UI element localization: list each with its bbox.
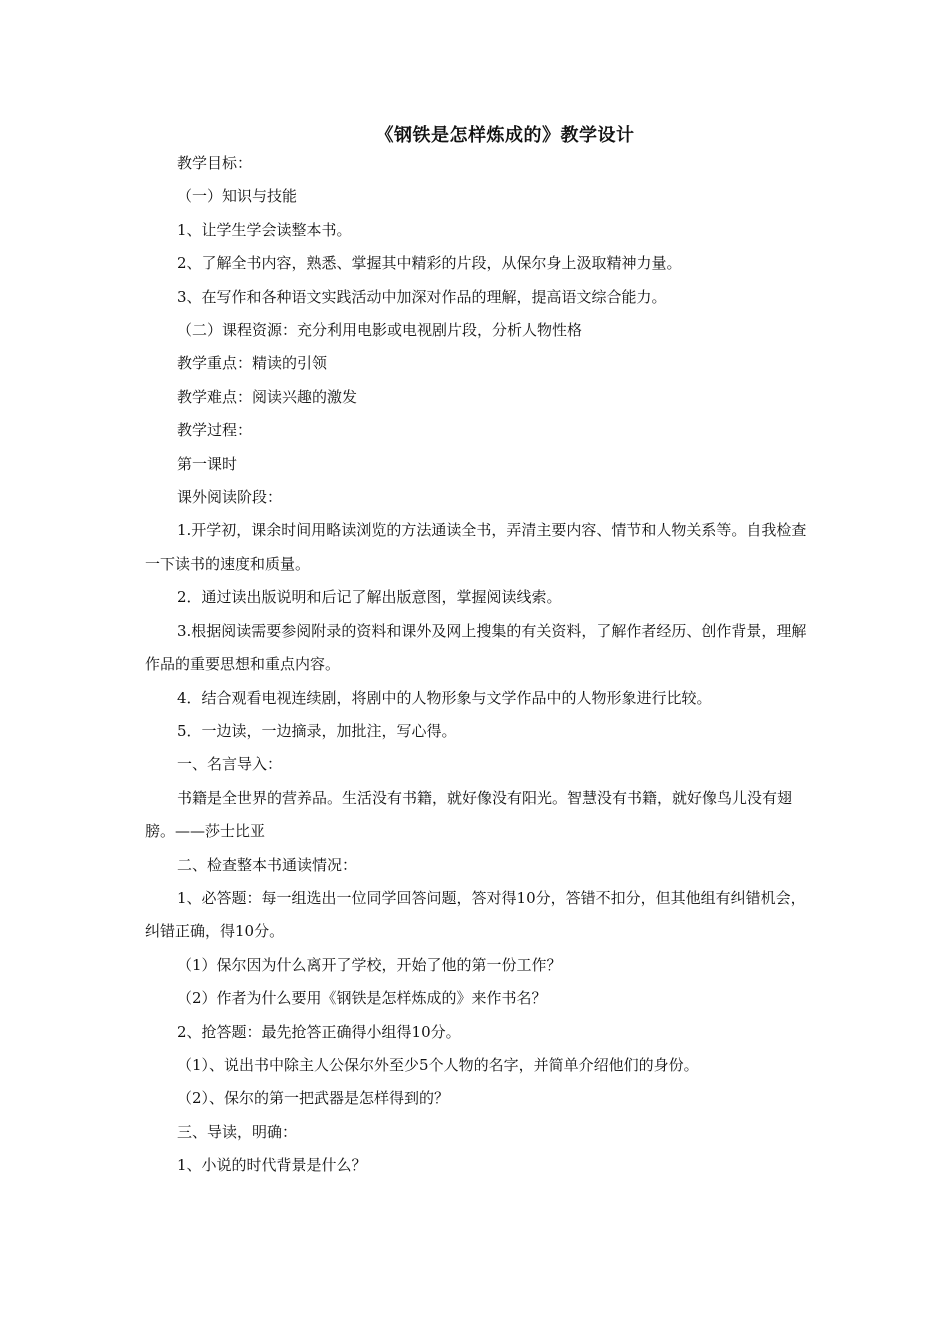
paragraph: （1）保尔因为什么离开了学校，开始了他的第一份工作？ (177, 955, 562, 974)
paragraph: 4．结合观看电视连续剧，将剧中的人物形象与文学作品中的人物形象进行比较。 (177, 688, 712, 707)
paragraph: 1、让学生学会读整本书。 (177, 220, 352, 239)
paragraph: 教学目标： (177, 154, 253, 172)
paragraph: 1、小说的时代背景是什么？ (177, 1156, 367, 1175)
paragraph: 教学重点：精读的引领 (177, 354, 328, 373)
paragraph: （1）、说出书中除主人公保尔外至少5个人物的名字，并简单介绍他们的身份。 (177, 1055, 699, 1074)
paragraph: 教学过程： (177, 421, 253, 440)
paragraph: 教学难点：阅读兴趣的激发 (177, 387, 358, 406)
paragraph: 课外阅读阶段： (177, 488, 283, 507)
paragraph: 二、检查整本书通读情况： (177, 855, 358, 874)
paragraph: 书籍是全世界的营养品。生活没有书籍，就好像没有阳光。智慧没有书籍，就好像鸟儿没有翅膀。——莎士比亚 (145, 788, 793, 841)
paragraph: 3、在写作和各种语文实践活动中加深对作品的理解，提高语文综合能力。 (177, 287, 667, 306)
paragraph: 一、名言导入： (177, 755, 283, 774)
paragraph: 1、必答题：每一组选出一位同学回答问题，答对得10分，答错不扣分，但其他组有纠错机会，纠错正确，得10分。 (145, 888, 806, 941)
document-body (145, 147, 807, 1183)
paragraph: 3.根据阅读需要参阅附录的资料和课外及网上搜集的有关资料，了解作者经历、创作背景，理解作品的重要思想和重点内容。 (145, 621, 807, 674)
paragraph: （2）作者为什么要用《钢铁是怎样炼成的》来作书名？ (177, 989, 547, 1008)
paragraph: 2、了解全书内容，熟悉、掌握其中精彩的片段，从保尔身上汲取精神力量。 (177, 254, 682, 273)
paragraph: 2．通过读出版说明和后记了解出版意图，掌握阅读线索。 (177, 588, 562, 607)
paragraph: （二）课程资源：充分利用电影或电视剧片段，分析人物性格 (177, 321, 583, 340)
paragraph: 1.开学初，课余时间用略读浏览的方法通读全书，弄清主要内容、情节和人物关系等。自我检查一下读书的速度和质量。 (145, 521, 807, 573)
paragraph: 5．一边读，一边摘录，加批注，写心得。 (177, 721, 457, 740)
paragraph: （2）、保尔的第一把武器是怎样得到的？ (177, 1089, 450, 1108)
paragraph: 三、导读，明确： (177, 1122, 298, 1141)
title-text: 《钢铁是怎样炼成的》教学设计 (375, 125, 635, 146)
document-title (0, 121, 950, 147)
paragraph: 第一课时 (177, 454, 238, 473)
paragraph: （一）知识与技能 (177, 187, 298, 206)
paragraph: 2、抢答题：最先抢答正确得小组得10分。 (177, 1022, 461, 1041)
